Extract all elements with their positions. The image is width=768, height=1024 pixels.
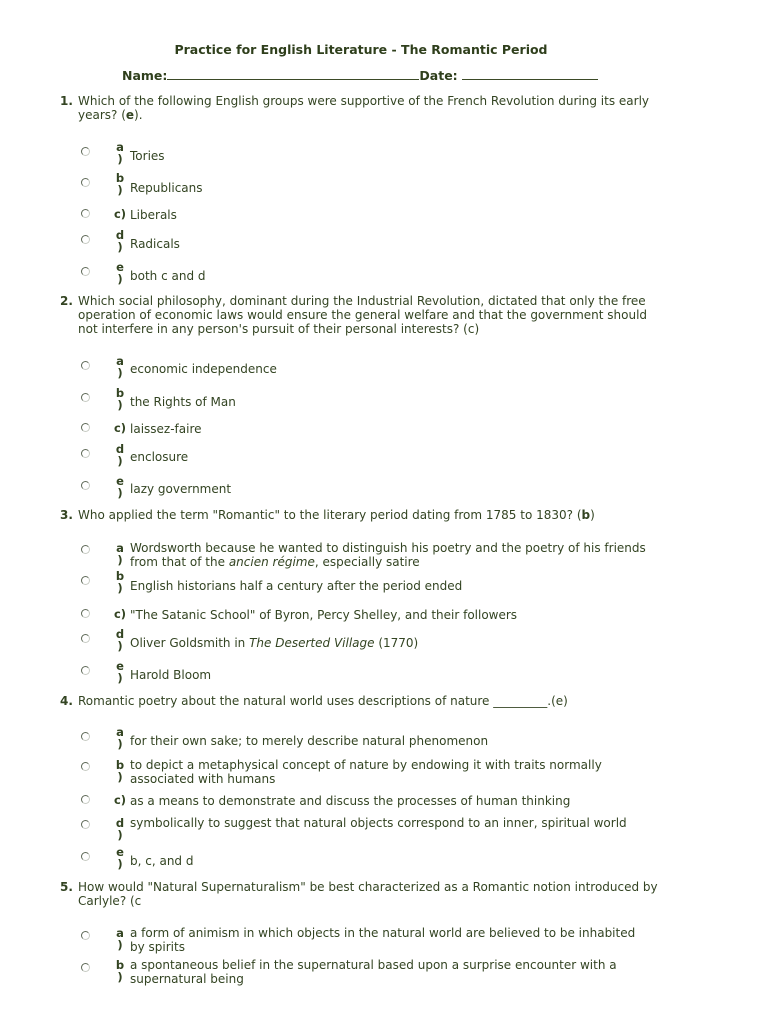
option-text: a form of animism in which objects in the natural world are believed to be inhabited by spirits (130, 926, 636, 954)
option-letter: d (115, 228, 125, 242)
radio-button[interactable] (81, 545, 90, 554)
question-number: 2. (60, 294, 73, 308)
option-letter: e (116, 260, 124, 274)
option-letter: c) (113, 421, 127, 435)
option-letter: b (115, 386, 125, 400)
radio-button[interactable] (81, 931, 90, 940)
option-letter: d (115, 442, 125, 456)
option-text: economic independence (130, 362, 277, 376)
option-letter: d (115, 816, 125, 830)
radio-button[interactable] (81, 852, 90, 861)
radio-button[interactable] (81, 267, 90, 276)
option-text: Republicans (130, 181, 203, 195)
name-label: Name: (122, 68, 168, 83)
radio-button[interactable] (81, 147, 90, 156)
option-letter: c) (113, 207, 127, 221)
option-text: Oliver Goldsmith in The Deserted Village (1770) (130, 636, 419, 650)
option-paren: ) (117, 639, 123, 653)
question-number: 1. (60, 94, 73, 108)
option-text: b, c, and d (130, 854, 194, 868)
name-date-line (122, 67, 598, 83)
option-letter: b (115, 758, 125, 772)
radio-button[interactable] (81, 178, 90, 187)
option-text: Wordsworth because he wanted to distinguish his poetry and the poetry of his friends from that of the ancien régime, especially satire (130, 541, 646, 569)
option-paren: ) (117, 970, 123, 984)
radio-button[interactable] (81, 820, 90, 829)
radio-button[interactable] (81, 634, 90, 643)
option-letter: b (115, 171, 125, 185)
option-letter: e (116, 474, 124, 488)
option-letter: e (116, 845, 124, 859)
name-blank[interactable] (167, 67, 419, 80)
option-paren: ) (117, 581, 123, 595)
option-paren: ) (117, 398, 123, 412)
page-title: Practice for English Literature - The Romantic Period (174, 42, 548, 57)
answer-key: e (125, 108, 135, 122)
radio-button[interactable] (81, 209, 90, 218)
option-letter: e (116, 659, 124, 673)
option-text: "The Satanic School" of Byron, Percy Shelley, and their followers (130, 608, 518, 622)
option-letter: d (115, 627, 125, 641)
option-text: lazy government (130, 482, 232, 496)
option-letter: c) (113, 607, 127, 621)
option-text: enclosure (130, 450, 189, 464)
option-letter: a (116, 140, 124, 154)
question-number: 5. (60, 880, 73, 894)
option-letter: a (116, 354, 124, 368)
option-text: Harold Bloom (130, 668, 212, 682)
question-number: 3. (60, 508, 73, 522)
radio-button[interactable] (81, 609, 90, 618)
option-paren: ) (117, 272, 123, 286)
answer-key: b (581, 508, 591, 522)
option-text: for their own sake; to merely describe natural phenomenon (130, 734, 489, 748)
option-text: a spontaneous belief in the supernatural based upon a surprise encounter with a supernatural being (130, 958, 617, 986)
option-letter: a (116, 926, 124, 940)
radio-button[interactable] (81, 963, 90, 972)
option-paren: ) (117, 366, 123, 380)
option-letter: c) (113, 793, 127, 807)
option-paren: ) (117, 828, 123, 842)
question-text: Which social philosophy, dominant during the Industrial Revolution, dictated that only the free operation of economic laws would ensure the general welfare and that the government should not interfere in any person's pursuit of their personal interests? (c) (78, 294, 648, 336)
date-label: Date: (419, 68, 458, 83)
option-paren: ) (117, 857, 123, 871)
radio-button[interactable] (81, 449, 90, 458)
radio-button[interactable] (81, 393, 90, 402)
radio-button[interactable] (81, 762, 90, 771)
option-paren: ) (117, 553, 123, 567)
option-paren: ) (117, 737, 123, 751)
radio-button[interactable] (81, 576, 90, 585)
option-text: Liberals (130, 208, 177, 222)
radio-button[interactable] (81, 235, 90, 244)
option-text: Tories (130, 149, 165, 163)
option-text: English historians half a century after the period ended (130, 579, 463, 593)
option-letter: b (115, 958, 125, 972)
question-number: 4. (60, 694, 73, 708)
option-letter: a (116, 725, 124, 739)
option-letter: a (116, 541, 124, 555)
question-text: How would "Natural Supernaturalism" be best characterized as a Romantic notion introduced by Carlyle? (c (78, 880, 658, 908)
option-paren: ) (117, 454, 123, 468)
radio-button[interactable] (81, 361, 90, 370)
option-paren: ) (117, 770, 123, 784)
option-paren: ) (117, 938, 123, 952)
option-paren: ) (117, 152, 123, 166)
option-text: laissez-faire (130, 422, 202, 436)
radio-button[interactable] (81, 732, 90, 741)
option-text: the Rights of Man (130, 395, 236, 409)
radio-button[interactable] (81, 795, 90, 804)
option-text: to depict a metaphysical concept of nature by endowing it with traits normally associated with humans (130, 758, 602, 786)
option-paren: ) (117, 183, 123, 197)
option-paren: ) (117, 671, 123, 685)
radio-button[interactable] (81, 423, 90, 432)
option-text: symbolically to suggest that natural objects correspond to an inner, spiritual world (130, 816, 627, 830)
option-text: as a means to demonstrate and discuss the processes of human thinking (130, 794, 571, 808)
option-letter: b (115, 569, 125, 583)
question-text: Romantic poetry about the natural world uses descriptions of nature _________.(e) (78, 694, 568, 708)
radio-button[interactable] (81, 666, 90, 675)
question-text: Which of the following English groups were supportive of the French Revolution during its early years? (e). (78, 94, 650, 122)
date-blank[interactable] (462, 67, 598, 80)
question-text: Who applied the term "Romantic" to the literary period dating from 1785 to 1830? (b) (78, 508, 595, 522)
option-text: Radicals (130, 237, 180, 251)
option-paren: ) (117, 486, 123, 500)
option-text: both c and d (130, 269, 206, 283)
option-paren: ) (117, 240, 123, 254)
radio-button[interactable] (81, 481, 90, 490)
